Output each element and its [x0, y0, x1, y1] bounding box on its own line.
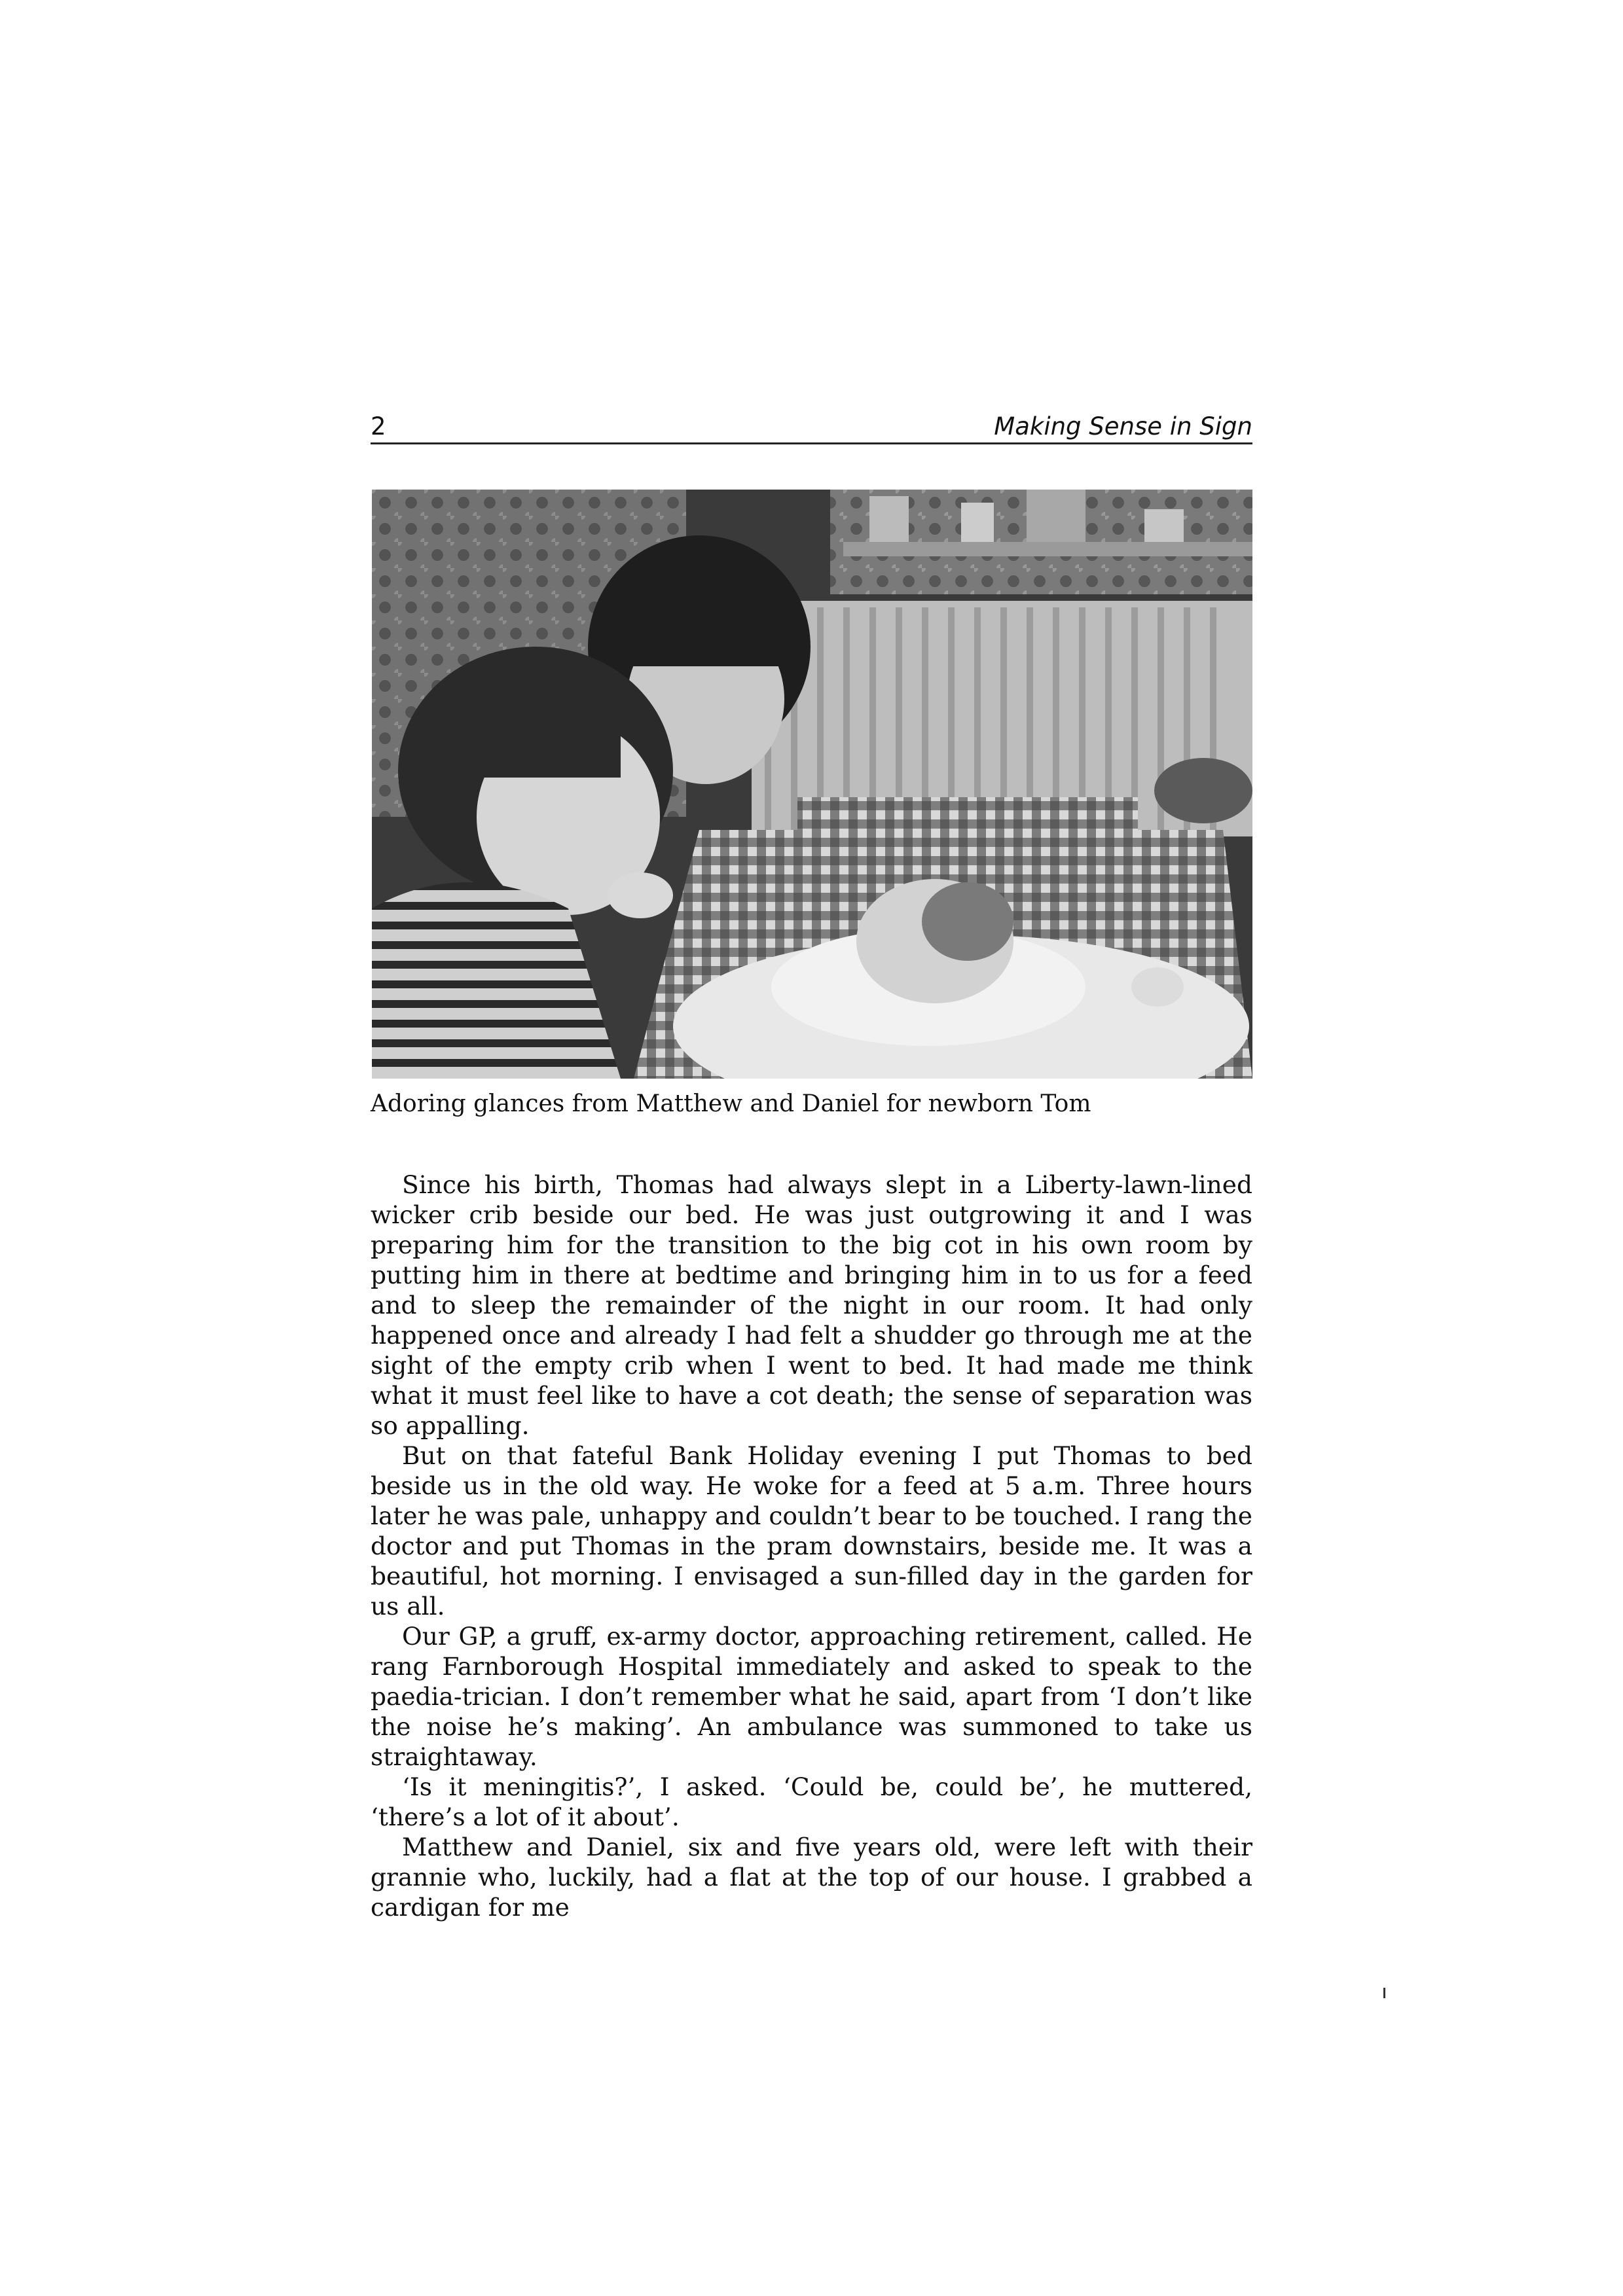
figure-caption: Adoring glances from Matthew and Daniel for newborn Tom: [371, 1090, 1091, 1117]
paragraph: But on that fateful Bank Holiday evening I put Thomas to bed beside us in the old way. He woke for a feed at 5 a.m. Three hours later he was pale, unhappy and couldn’t bear to be touched. I rang the doctor and put Thomas in the pram downstairs, beside me. It was a beautiful, hot morning. I envisaged a sun-filled day in the garden for us all.: [371, 1441, 1252, 1621]
paragraph: Since his birth, Thomas had always slept in a Liberty-lawn-lined wicker crib beside our bed. He was just outgrowing it and I was preparing him for the transition to the big cot in his own room by putting him in there at bedtime and bringing him in to us for a feed and to sleep the remainder of the night in our room. It had only happened once and already I had felt a shudder go through me at the sight of the empty crib when I went to bed. It had made me think what it must feel like to have a cot death; the sense of separation was so appalling.: [371, 1170, 1252, 1440]
paragraph: Our GP, a gruff, ex-army doctor, approaching retirement, called. He rang Farnborough Hospital immediately and asked to speak to the paedia-trician. I don’t remember what he said, apart from ‘I don’t like the noise he’s making’. An ambulance was summoned to take us straightaway.: [371, 1622, 1252, 1771]
running-title: Making Sense in Sign: [994, 412, 1252, 440]
body-text: [371, 1170, 1252, 1922]
running-head: [371, 411, 1252, 444]
paragraph: ‘Is it meningitis?’, I asked. ‘Could be, could be’, he muttered, ‘there’s a lot of it about’.: [371, 1772, 1252, 1831]
photo-illustration: [372, 490, 1252, 1079]
paragraph: Matthew and Daniel, six and five years old, were left with their grannie who, luckily, had a flat at the top of our house. I grabbed a cardigan for me: [371, 1833, 1252, 1922]
photograph: [372, 490, 1252, 1079]
page-number: 2: [371, 412, 386, 440]
scan-mark: [1383, 1988, 1385, 1998]
